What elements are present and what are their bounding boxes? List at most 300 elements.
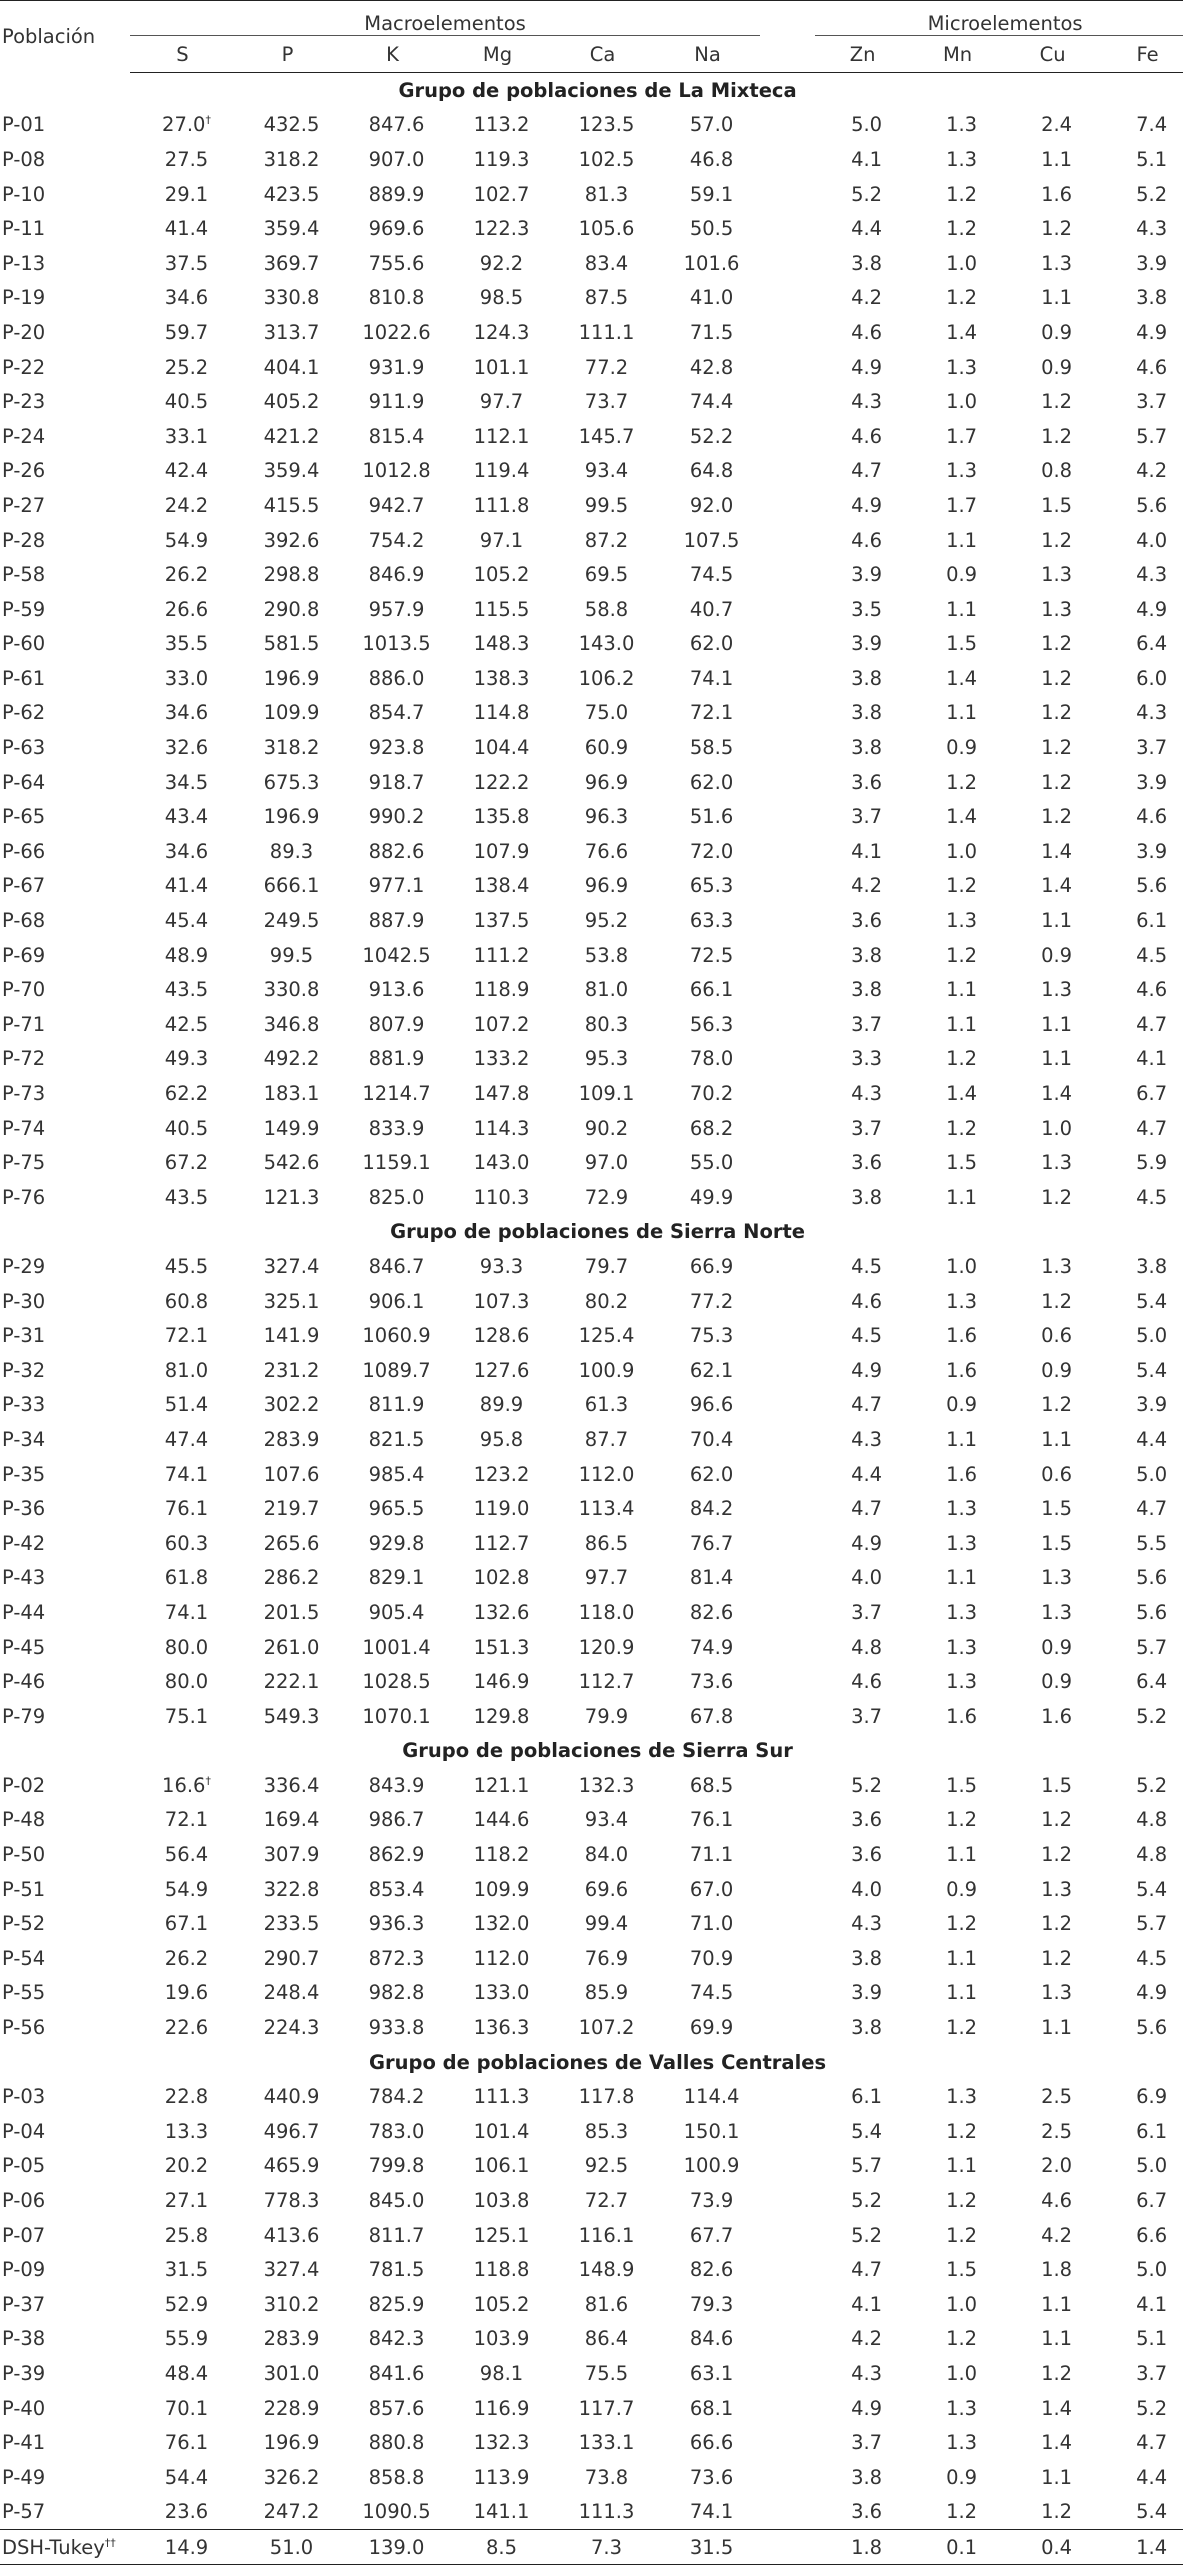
table-row [0, 246, 1183, 281]
value-text: 3.8 [851, 943, 883, 967]
table-row [0, 2391, 1183, 2426]
value-text: 40.5 [164, 390, 209, 414]
value-cell [815, 1180, 910, 1215]
value-text: 1.5 [946, 632, 978, 656]
value-cell [130, 2079, 235, 2114]
value-cell [1005, 1388, 1100, 1423]
value-text: 465.9 [263, 2154, 320, 2178]
value-cell [340, 1837, 445, 1872]
value-text: 1.1 [946, 1946, 978, 1970]
value-text: 68.5 [689, 1773, 734, 1797]
value-cell [910, 1249, 1005, 1284]
value-text: 136.3 [473, 2016, 530, 2040]
value-cell [1100, 108, 1183, 143]
value-cell [1100, 2149, 1183, 2184]
value-cell [550, 315, 655, 350]
population-id: P-71 [2, 1012, 46, 1036]
value-cell [1100, 1249, 1183, 1284]
value-cell [340, 315, 445, 350]
value-cell [1005, 799, 1100, 834]
value-text: 4.0 [851, 1877, 883, 1901]
value-text: 3.8 [851, 736, 883, 760]
value-cell [910, 281, 1005, 316]
value-text: 23.6 [164, 2500, 209, 2524]
value-cell [130, 1630, 235, 1665]
table-row [0, 1699, 1183, 1734]
value-cell [1005, 177, 1100, 212]
value-text: 1.0 [946, 2361, 978, 2385]
value-text: 65.3 [689, 874, 734, 898]
dsh-label-text: DSH-Tukey [2, 2535, 105, 2559]
value-cell [910, 765, 1005, 800]
value-cell [550, 2287, 655, 2322]
value-text: 0.8 [1041, 459, 1073, 483]
value-text: 2.0 [1041, 2154, 1073, 2178]
value-text: 79.7 [584, 1254, 629, 1278]
table-row [0, 1076, 1183, 1111]
value-cell [815, 1699, 910, 1734]
value-cell [910, 108, 1005, 143]
value-text: 330.8 [263, 978, 320, 1002]
value-cell [655, 1630, 760, 1665]
value-cell [655, 1526, 760, 1561]
value-text: 4.3 [851, 1082, 883, 1106]
value-text: 4.8 [1136, 1843, 1168, 1867]
value-text: 4.3 [851, 2361, 883, 2385]
value-cell [340, 1491, 445, 1526]
table-row [0, 419, 1183, 454]
value-cell [655, 938, 760, 973]
value-cell [1005, 1076, 1100, 1111]
value-text: 1.2 [1041, 805, 1073, 829]
value-text: 1.1 [946, 1427, 978, 1451]
value-cell [550, 903, 655, 938]
value-cell [1100, 2114, 1183, 2149]
value-cell [340, 1768, 445, 1803]
value-cell [655, 315, 760, 350]
value-text: 80.0 [164, 1670, 209, 1694]
value-cell [1100, 1803, 1183, 1838]
value-text: 1.2 [946, 1047, 978, 1071]
value-text: 219.7 [263, 1497, 320, 1521]
value-text: 1.2 [946, 2119, 978, 2143]
column-gap [760, 1906, 815, 1941]
value-cell [130, 834, 235, 869]
col-header-p: P [235, 36, 340, 73]
value-cell [340, 1388, 445, 1423]
value-cell [445, 1353, 550, 1388]
value-text: 7.4 [1136, 113, 1168, 137]
value-cell [655, 1803, 760, 1838]
value-cell [655, 1422, 760, 1457]
population-id: P-05 [2, 2154, 46, 2178]
value-cell [130, 488, 235, 523]
value-text: 4.2 [1041, 2223, 1073, 2247]
value-text: 83.4 [584, 251, 629, 275]
value-cell [340, 2218, 445, 2253]
value-text: 76.1 [164, 2431, 209, 2455]
population-id: P-69 [2, 943, 46, 967]
value-text: 5.7 [1136, 1635, 1168, 1659]
column-gap [760, 2391, 815, 2426]
value-cell [550, 2391, 655, 2426]
value-cell [340, 281, 445, 316]
value-cell [1005, 627, 1100, 662]
value-text: 283.9 [263, 1427, 320, 1451]
value-cell [130, 903, 235, 938]
column-gap [760, 2010, 815, 2045]
population-id: P-63 [2, 736, 46, 760]
value-text: 133.2 [473, 1047, 530, 1071]
value-cell [445, 2287, 550, 2322]
value-text: 73.9 [689, 2189, 734, 2213]
value-cell [445, 2114, 550, 2149]
value-text: 3.7 [851, 2431, 883, 2455]
value-cell [340, 419, 445, 454]
value-text: 1.1 [946, 528, 978, 552]
value-text: 1.2 [1041, 770, 1073, 794]
table-row [0, 627, 1183, 662]
value-cell [445, 730, 550, 765]
value-text: 42.5 [164, 1012, 209, 1036]
value-cell [340, 246, 445, 281]
value-cell [815, 2391, 910, 2426]
value-cell [1005, 1284, 1100, 1319]
value-cell [235, 246, 340, 281]
value-text: 330.8 [263, 286, 320, 310]
value-text: 52.2 [689, 424, 734, 448]
value-text: 1.1 [946, 978, 978, 1002]
population-id: P-72 [2, 1047, 46, 1071]
table-row [0, 869, 1183, 904]
value-cell [445, 1595, 550, 1630]
value-cell [550, 1976, 655, 2011]
value-text: 137.5 [473, 909, 530, 933]
value-text: 69.5 [584, 563, 629, 587]
population-id: P-44 [2, 1600, 46, 1624]
value-cell [340, 1457, 445, 1492]
value-cell [910, 557, 1005, 592]
value-cell [445, 2183, 550, 2218]
value-cell [130, 1906, 235, 1941]
population-id: P-26 [2, 459, 46, 483]
value-text: 3.9 [851, 1981, 883, 2005]
table-header [0, 1, 1183, 73]
value-cell [445, 1111, 550, 1146]
column-gap [760, 2530, 815, 2565]
value-cell [235, 2322, 340, 2357]
value-text: 76.1 [164, 1497, 209, 1521]
value-text: 105.2 [473, 563, 530, 587]
value-cell [445, 1561, 550, 1596]
value-text: 1.1 [946, 1843, 978, 1867]
value-cell [1005, 281, 1100, 316]
value-text: 911.9 [368, 390, 425, 414]
value-text: 4.4 [851, 1462, 883, 1486]
value-cell [1005, 142, 1100, 177]
value-cell [550, 938, 655, 973]
column-gap [760, 2218, 815, 2253]
value-text: 1.1 [946, 1185, 978, 1209]
value-cell [910, 869, 1005, 904]
value-text: 1022.6 [362, 320, 431, 344]
value-text: 1.2 [1041, 390, 1073, 414]
column-gap [760, 1284, 815, 1319]
value-text: 81.0 [164, 1358, 209, 1382]
footnote-mark: † [205, 1774, 211, 1788]
value-cell [1005, 2218, 1100, 2253]
value-text: 114.3 [473, 1116, 530, 1140]
value-cell [340, 1803, 445, 1838]
value-text: 0.6 [1041, 1324, 1073, 1348]
value-cell [815, 1076, 910, 1111]
table-row [0, 696, 1183, 731]
value-cell [130, 1284, 235, 1319]
value-text: 4.7 [1136, 2431, 1168, 2455]
value-text: 4.0 [851, 1566, 883, 1590]
value-cell [340, 2356, 445, 2391]
value-cell [655, 1249, 760, 1284]
value-cell [1005, 1803, 1100, 1838]
table-row [0, 2460, 1183, 2495]
value-text: 70.2 [689, 1082, 734, 1106]
value-text: 5.4 [1136, 1877, 1168, 1901]
col-header-ca: Ca [550, 36, 655, 73]
value-text: 64.8 [689, 459, 734, 483]
value-text: 143.0 [473, 1151, 530, 1175]
value-cell [340, 799, 445, 834]
value-text: 301.0 [263, 2361, 320, 2385]
value-cell [130, 1491, 235, 1526]
value-text: 151.3 [473, 1635, 530, 1659]
value-cell [130, 1526, 235, 1561]
value-cell [1005, 938, 1100, 973]
value-cell [550, 869, 655, 904]
value-text: 781.5 [368, 2258, 425, 2282]
value-cell [235, 1284, 340, 1319]
value-cell [340, 696, 445, 731]
column-gap [760, 2079, 815, 2114]
value-text: 1.1 [1041, 2292, 1073, 2316]
value-text: 37.5 [164, 251, 209, 275]
column-gap [760, 1664, 815, 1699]
value-cell [550, 1180, 655, 1215]
value-cell [655, 1145, 760, 1180]
value-cell [1100, 627, 1183, 662]
value-text: 127.6 [473, 1358, 530, 1382]
value-cell [445, 1803, 550, 1838]
value-text: 846.7 [368, 1254, 425, 1278]
population-id: P-49 [2, 2465, 46, 2489]
value-text: 55.9 [164, 2327, 209, 2351]
value-cell: 31.5 [655, 2530, 760, 2565]
value-text: 119.0 [473, 1497, 530, 1521]
table-row [0, 108, 1183, 143]
value-cell [815, 488, 910, 523]
value-text: 318.2 [263, 147, 320, 171]
value-cell [550, 350, 655, 385]
value-text: 1.3 [946, 909, 978, 933]
table-row [0, 2218, 1183, 2253]
value-text: 1.2 [1041, 1808, 1073, 1832]
value-cell [130, 1457, 235, 1492]
value-text: 1.4 [946, 805, 978, 829]
value-cell [550, 211, 655, 246]
value-text: 100.9 [683, 2154, 740, 2178]
value-cell [340, 2252, 445, 2287]
value-text: 969.6 [368, 217, 425, 241]
value-text: 857.6 [368, 2396, 425, 2420]
value-text: 1.6 [946, 1704, 978, 1728]
value-cell [235, 211, 340, 246]
value-text: 116.9 [473, 2396, 530, 2420]
value-text: 4.9 [1136, 597, 1168, 621]
value-text: 346.8 [263, 1012, 320, 1036]
value-text: 43.5 [164, 978, 209, 1002]
value-cell [340, 1699, 445, 1734]
value-cell [1005, 454, 1100, 489]
value-cell [445, 1249, 550, 1284]
value-text: 29.1 [164, 182, 209, 206]
table-row [0, 315, 1183, 350]
table-row [0, 2425, 1183, 2460]
value-text: 5.9 [1136, 1151, 1168, 1175]
value-text: 123.2 [473, 1462, 530, 1486]
value-text: 123.5 [578, 113, 635, 137]
value-text: 4.3 [851, 390, 883, 414]
value-cell [340, 869, 445, 904]
value-cell [1100, 1145, 1183, 1180]
column-gap [760, 142, 815, 177]
value-cell [445, 2010, 550, 2045]
value-text: 307.9 [263, 1843, 320, 1867]
value-text: 27.5 [164, 147, 209, 171]
column-gap [760, 972, 815, 1007]
value-cell [340, 2460, 445, 2495]
value-text: 261.0 [263, 1635, 320, 1659]
value-cell [1100, 1976, 1183, 2011]
value-text: 880.8 [368, 2431, 425, 2455]
value-text: 224.3 [263, 2016, 320, 2040]
value-cell [910, 142, 1005, 177]
value-text: 66.1 [689, 978, 734, 1002]
population-id: P-27 [2, 493, 46, 517]
column-gap [760, 2460, 815, 2495]
value-text: 4.7 [1136, 1497, 1168, 1521]
value-cell [655, 281, 760, 316]
value-text: 3.7 [851, 1600, 883, 1624]
value-cell [910, 1111, 1005, 1146]
value-text: 1013.5 [362, 632, 431, 656]
value-cell: 51.0 [235, 2530, 340, 2565]
value-text: 4.8 [851, 1635, 883, 1659]
value-text: 1.2 [1041, 424, 1073, 448]
value-cell [445, 1180, 550, 1215]
table-row [0, 1595, 1183, 1630]
value-text: 1.4 [946, 666, 978, 690]
table-row [0, 938, 1183, 973]
table-row [0, 1526, 1183, 1561]
value-cell [815, 1457, 910, 1492]
value-text: 32.6 [164, 736, 209, 760]
value-text: 141.9 [263, 1324, 320, 1348]
value-cell [815, 730, 910, 765]
value-text: 1.2 [946, 2223, 978, 2247]
value-cell [130, 938, 235, 973]
value-cell [550, 454, 655, 489]
value-cell [550, 799, 655, 834]
value-text: 102.8 [473, 1566, 530, 1590]
value-cell [815, 972, 910, 1007]
value-text: 913.6 [368, 978, 425, 1002]
value-cell: 0.4 [1005, 2530, 1100, 2565]
value-cell [340, 592, 445, 627]
value-cell [550, 488, 655, 523]
population-id: P-31 [2, 1324, 46, 1348]
value-text: 5.2 [1136, 2396, 1168, 2420]
value-text: 3.8 [851, 701, 883, 725]
value-text: 1159.1 [362, 1151, 431, 1175]
value-text: 6.0 [1136, 666, 1168, 690]
value-text: 1.2 [946, 2189, 978, 2213]
value-cell [910, 1699, 1005, 1734]
population-id: P-39 [2, 2361, 46, 2385]
value-cell: 14.9 [130, 2530, 235, 2565]
value-cell [910, 1906, 1005, 1941]
value-text: 111.1 [578, 320, 635, 344]
value-text: 76.6 [584, 839, 629, 863]
footnote-mark: † [205, 113, 211, 127]
population-id: P-33 [2, 1393, 46, 1417]
value-cell [340, 211, 445, 246]
value-cell [130, 661, 235, 696]
value-text: 99.5 [269, 943, 314, 967]
value-text: 62.0 [689, 770, 734, 794]
value-text: 49.3 [164, 1047, 209, 1071]
value-cell [1100, 246, 1183, 281]
value-cell [130, 315, 235, 350]
value-text: 1214.7 [362, 1082, 431, 1106]
value-cell [655, 454, 760, 489]
value-text: 675.3 [263, 770, 320, 794]
value-cell [340, 1664, 445, 1699]
value-text: 107.6 [263, 1462, 320, 1486]
value-cell [550, 627, 655, 662]
column-gap [760, 1803, 815, 1838]
value-text: 842.3 [368, 2327, 425, 2351]
value-cell [235, 1076, 340, 1111]
value-cell [1100, 454, 1183, 489]
value-text: 1.1 [1041, 286, 1073, 310]
value-text: 144.6 [473, 1808, 530, 1832]
value-text: 5.4 [1136, 2500, 1168, 2524]
value-text: 3.9 [1136, 839, 1168, 863]
value-text: 86.4 [584, 2327, 629, 2351]
value-text: 4.6 [851, 320, 883, 344]
population-id: P-79 [2, 1704, 46, 1728]
value-text: 74.5 [689, 1981, 734, 2005]
value-cell [655, 2495, 760, 2530]
value-text: 1.4 [1041, 2431, 1073, 2455]
population-id: P-23 [2, 390, 46, 414]
value-cell [655, 350, 760, 385]
value-cell [910, 2252, 1005, 2287]
col-header-k: K [340, 36, 445, 73]
value-text: 415.5 [263, 493, 320, 517]
value-text: 114.8 [473, 701, 530, 725]
value-text: 858.8 [368, 2465, 425, 2489]
value-text: 6.6 [1136, 2223, 1168, 2247]
